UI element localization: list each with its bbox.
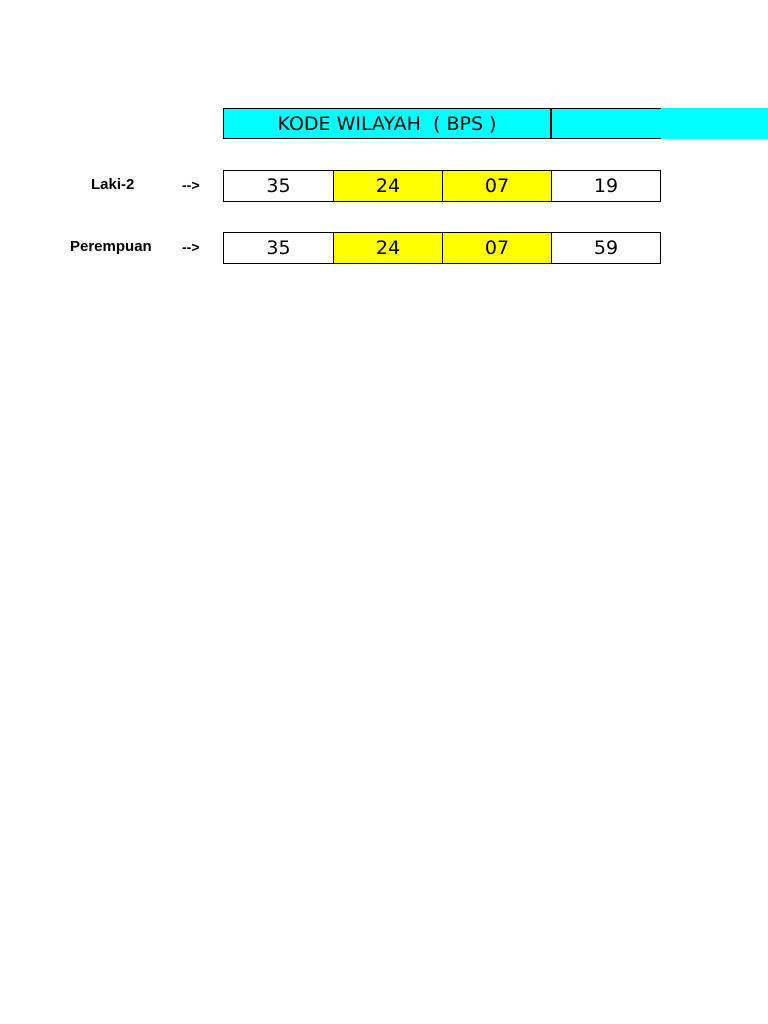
- header-extension-border: [551, 108, 661, 139]
- region-code-header: [223, 108, 768, 139]
- region-code-title: KODE WILAYAH ( BPS ): [277, 112, 497, 135]
- region-code-title-cell[interactable]: [223, 108, 551, 139]
- code-cell-suffix[interactable]: 19: [551, 171, 660, 201]
- row-arrow-perempuan: -->: [182, 239, 200, 255]
- code-row-perempuan: [223, 232, 661, 264]
- code-cell-regency[interactable]: 24: [333, 171, 442, 201]
- row-label-perempuan: Perempuan: [70, 238, 152, 255]
- row-label-laki: Laki-2: [91, 176, 135, 193]
- code-cell-province[interactable]: 35: [224, 171, 333, 201]
- row-arrow-laki: -->: [182, 177, 200, 193]
- code-cell-district[interactable]: 07: [442, 171, 551, 201]
- code-cell-district[interactable]: 07: [442, 233, 551, 263]
- code-row-laki: [223, 170, 661, 202]
- code-cell-regency[interactable]: 24: [333, 233, 442, 263]
- header-extension-cell[interactable]: [551, 108, 768, 139]
- code-cell-province[interactable]: 35: [224, 233, 333, 263]
- code-cell-suffix[interactable]: 59: [551, 233, 660, 263]
